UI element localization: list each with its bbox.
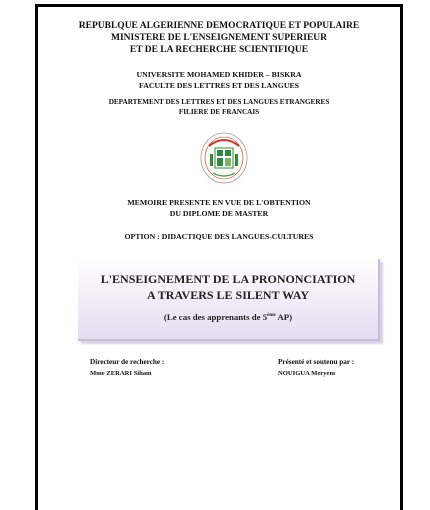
thesis-title-box bbox=[78, 259, 380, 341]
director-block bbox=[90, 357, 164, 379]
page-frame bbox=[35, 4, 403, 510]
subtitle-pre: (Le cas des apprenants de 5 bbox=[163, 312, 268, 322]
faculty-name: FACULTE DES LETTRES ET DES LANGUES bbox=[139, 81, 299, 90]
filiere-name: FILIERE DE FRANCAIS bbox=[178, 108, 260, 116]
header-line-2: MINISTERE DE L'ENSEIGNEMENT SUPERIEUR bbox=[111, 33, 327, 43]
author-label: Présenté et soutenu par : bbox=[278, 358, 355, 366]
header-line-3: ET DE LA RECHERCHE SCIENTIFIQUE bbox=[129, 45, 309, 55]
director-name: Mme ZERARI Siham bbox=[90, 370, 152, 377]
thesis-subtitle bbox=[78, 312, 378, 322]
university-seal-icon bbox=[199, 132, 249, 187]
author-block bbox=[278, 357, 354, 379]
department-name: DEPARTEMENT DES LETTRES ET DES LANGUES ETRANGERES bbox=[108, 98, 330, 106]
director-label: Directeur de recherche : bbox=[90, 358, 165, 366]
ministry-header bbox=[38, 20, 400, 56]
memoire-block bbox=[38, 197, 400, 219]
thesis-title-line-2: A TRAVERS LE SILENT WAY bbox=[146, 288, 310, 302]
thesis-title-line-1: L'ENSEIGNEMENT DE LA PRONONCIATION bbox=[100, 272, 356, 286]
subtitle-sup: ème bbox=[267, 313, 276, 319]
subtitle-post: AP) bbox=[275, 312, 293, 322]
university-name: UNIVERSITE MOHAMED KHIDER – BISKRA bbox=[136, 70, 302, 79]
header-line-1: REPUBLQUE ALGERIENNE DEMOCRATIQUE ET POPULAIRE bbox=[78, 21, 360, 31]
university-block bbox=[38, 69, 400, 91]
department-block bbox=[38, 97, 400, 117]
option-line: OPTION : DIDACTIQUE DES LANGUES-CULTURES bbox=[124, 232, 314, 241]
author-name: NOUIGUA Meryem bbox=[278, 370, 335, 377]
memoire-line-2: DU DIPLOME DE MASTER bbox=[169, 209, 269, 218]
memoire-line-1: MEMOIRE PRESENTE EN VUE DE L'OBTENTION bbox=[127, 198, 311, 207]
